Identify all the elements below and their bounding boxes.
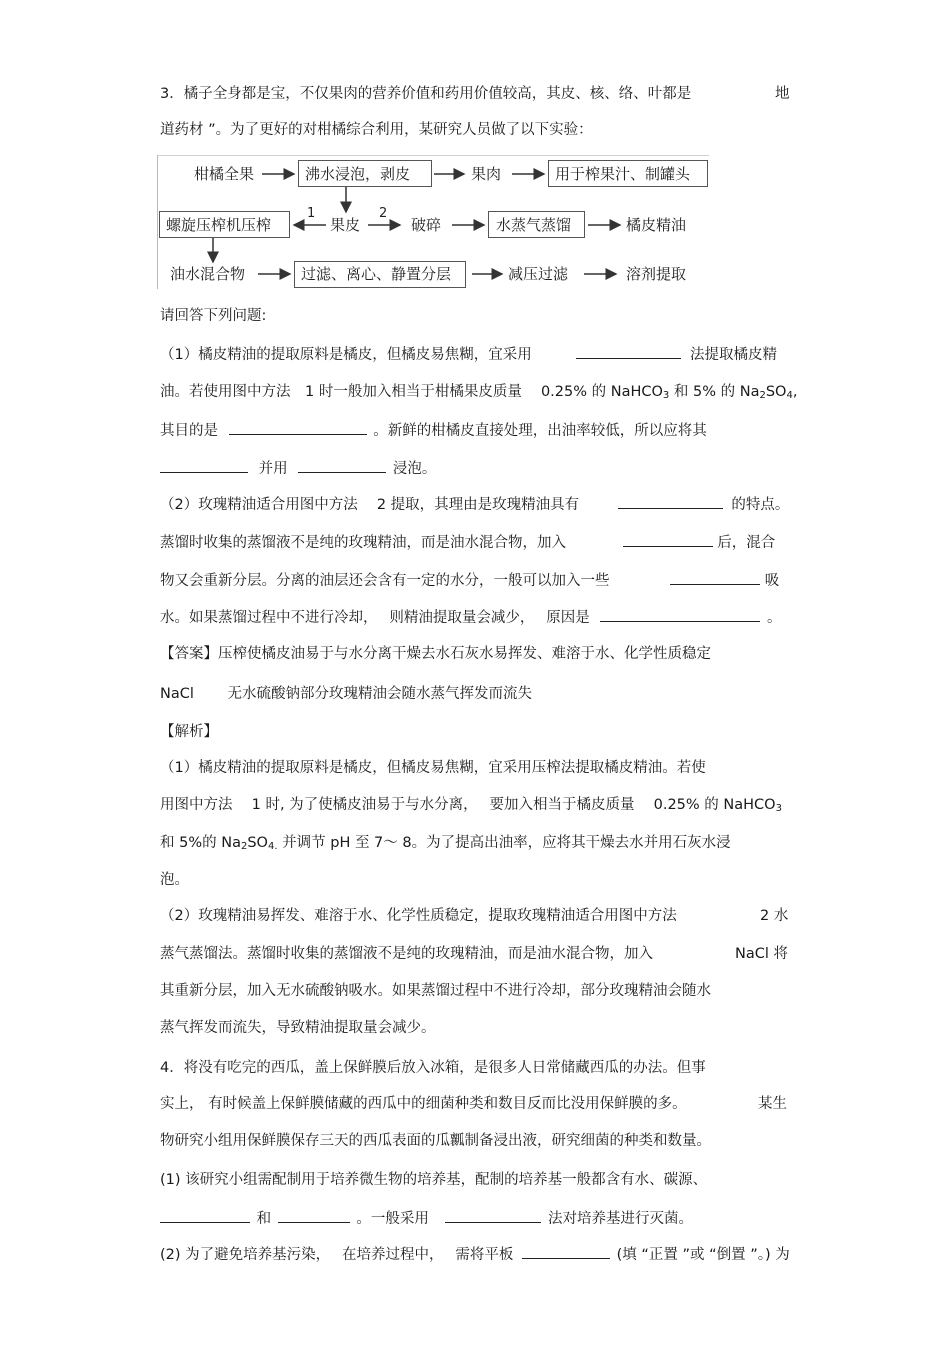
q3-p2-line1 bbox=[160, 494, 789, 515]
analysis-p1-line4: 泡。 bbox=[160, 872, 189, 888]
q4-p2-line1 bbox=[160, 1244, 790, 1265]
q3-intro-line2: 道药材 ”。为了更好的对柑橘综合利用，某研究人员做了以下实验： bbox=[160, 122, 593, 138]
q3-p1-line2-text-a: 油。若使用图中方法 1 时一般加入相当于柑橘果皮质量 0.25% 的 NaHCO bbox=[160, 384, 663, 400]
q3-p2-line4-text: 水。如果蒸馏过程中不进行冷却， 则精油提取量会减少， 原因是 bbox=[160, 610, 590, 626]
node-boil-soak-peel: 沸水浸泡，剥皮 bbox=[305, 165, 411, 183]
node-crush: 破碎 bbox=[411, 216, 442, 234]
q3-p1-line1-text: （1）橘皮精油的提取原料是橘皮，但橘皮易焦糊，宜采用 bbox=[160, 347, 532, 363]
node-pulp: 果肉 bbox=[471, 165, 502, 183]
blank-soak-agent[interactable] bbox=[298, 458, 386, 473]
q3-p2-line4 bbox=[160, 607, 781, 628]
sub-so4-analysis: 4. bbox=[267, 841, 278, 852]
node-steam-distill: 水蒸气蒸馏 bbox=[496, 216, 572, 234]
q3-prompt: 请回答下列问题: bbox=[160, 308, 267, 324]
q3-p1-line1 bbox=[160, 344, 777, 365]
sub-nahco3-analysis: 3 bbox=[775, 803, 782, 814]
node-filter-centrifuge: 过滤、离心、静置分层 bbox=[301, 265, 452, 283]
q3-p2-line2-text: 蒸馏时收集的蒸馏液不是纯的玫瑰精油，而是油水混合物，加入 bbox=[160, 535, 566, 551]
q3-p2-line2-tail: 后，混合 bbox=[717, 535, 776, 551]
q3-p2-line3 bbox=[160, 570, 779, 591]
q3-p1-line2 bbox=[160, 382, 797, 406]
q3-p1-line2-text-b: 和 5% 的 Na bbox=[669, 384, 760, 400]
sub-na2-analysis: 2 bbox=[240, 841, 248, 852]
blank-property[interactable] bbox=[618, 494, 723, 509]
q3-p1-line3-text: 其目的是 bbox=[160, 423, 218, 439]
q4-p1-line2-text-c: 法对培养基进行灭菌。 bbox=[548, 1211, 694, 1227]
q4-line1: 4．将没有吃完的西瓜，盖上保鲜膜后放入冰箱，是很多人日常储藏西瓜的办法。但事 bbox=[160, 1060, 706, 1076]
analysis-title: 【解析】 bbox=[160, 724, 218, 740]
node-peel-oil: 橘皮精油 bbox=[626, 216, 687, 234]
blank-sterilize[interactable] bbox=[445, 1208, 541, 1223]
q4-p2-line1-tail: (填 “正置 ”或 “倒置 ”。) 为 bbox=[616, 1247, 790, 1263]
blank-add-salt[interactable] bbox=[623, 532, 713, 547]
q3-p1-line2-comma: , bbox=[792, 384, 798, 400]
analysis-p2-line1: （2）玫瑰精油易挥发、难溶于水、化学性质稳定，提取玫瑰精油适合用图中方法 bbox=[160, 908, 677, 924]
analysis-p1-line3-text-c: 并调节 pH 至 7～ 8。为了提高出油率，应将其干燥去水并用石灰水浸 bbox=[277, 835, 731, 851]
node-juice-can: 用于榨果汁、制罐头 bbox=[555, 165, 691, 183]
sub-nahco3: 3 bbox=[662, 390, 670, 401]
blank-salts[interactable] bbox=[278, 1208, 350, 1223]
analysis-p1-line1: （1）橘皮精油的提取原料是橘皮，但橘皮易焦糊，宜采用压榨法提取橘皮精油。若使 bbox=[160, 760, 706, 776]
analysis-p2-line2-end: NaCl 将 bbox=[735, 946, 788, 962]
q3-p1-line4-tail: 浸泡。 bbox=[392, 461, 437, 477]
method-label-2: 2 bbox=[379, 206, 388, 221]
sub-na2: 2 bbox=[759, 390, 766, 401]
blank-treatment[interactable] bbox=[160, 458, 248, 473]
blank-plate-orientation[interactable] bbox=[522, 1244, 610, 1259]
q4-p1-line1: (1) 该研究小组需配制用于培养微生物的培养基，配制的培养基一般都含有水、碳源、 bbox=[160, 1172, 708, 1188]
answer-line2: NaCl 无水硫酸钠部分玫瑰精油会随水蒸气挥发而流失 bbox=[160, 686, 532, 702]
node-vacuum-filter: 减压过滤 bbox=[508, 265, 569, 283]
q4-p1-line2 bbox=[160, 1208, 693, 1229]
q3-p2-line2 bbox=[160, 532, 775, 553]
node-oil-water-mixture: 油水混合物 bbox=[170, 265, 246, 283]
q3-p2-line3-text: 物又会重新分层。分离的油层还会含有一定的水分，一般可以加入一些 bbox=[160, 573, 610, 589]
q3-p1-line3-tail: 。新鲜的柑橘皮直接处理，出油率较低，所以应将其 bbox=[373, 423, 707, 439]
analysis-p1-line3-text-a: 和 5%的 Na bbox=[160, 835, 241, 851]
answer-line1: 【答案】压榨使橘皮油易于与水分离干燥去水石灰水易挥发、难溶于水、化学性质稳定 bbox=[160, 646, 711, 662]
blank-method[interactable] bbox=[576, 344, 681, 359]
q4-p1-line2-text-b: 。一般采用 bbox=[356, 1211, 429, 1227]
analysis-p1-line2 bbox=[160, 795, 782, 819]
blank-nitrogen[interactable] bbox=[160, 1208, 250, 1223]
method-label-1: 1 bbox=[307, 206, 316, 221]
analysis-p2-line4: 蒸气挥发而流失，导致精油提取量会减少。 bbox=[160, 1020, 436, 1036]
q3-p2-line1-text: （2）玫瑰精油适合用图中方法 2 提取，其理由是玫瑰精油具有 bbox=[160, 497, 580, 513]
analysis-p2-line3: 其重新分层，加入无水硫酸钠吸水。如果蒸馏过程中不进行冷却，部分玫瑰精油会随水 bbox=[160, 983, 711, 999]
sub-so4: 4 bbox=[786, 390, 793, 401]
q4-line2-end: 某生 bbox=[758, 1096, 787, 1112]
q3-p1-line3 bbox=[160, 420, 707, 441]
node-whole-citrus: 柑橘全果 bbox=[194, 165, 255, 183]
blank-purpose[interactable] bbox=[229, 420, 367, 435]
q3-p2-line1-tail: 的特点。 bbox=[731, 497, 790, 513]
q3-p1-line4 bbox=[160, 458, 436, 479]
q3-p1-line2-text-c: SO bbox=[765, 384, 787, 400]
analysis-p1-line2-text: 用图中方法 1 时, 为了使橘皮油易于与水分离， 要加入相当于橘皮质量 0.25% 的 NaHCO bbox=[160, 797, 776, 813]
q3-p1-line4-text: 并用 bbox=[258, 461, 288, 477]
blank-desiccant[interactable] bbox=[670, 570, 760, 585]
blank-reason[interactable] bbox=[600, 607, 760, 622]
q3-p1-line1-tail: 法提取橘皮精 bbox=[689, 347, 777, 363]
q3-p2-line3-tail: 吸 bbox=[764, 573, 780, 589]
q4-p2-line1-text: (2) 为了避免培养基污染， 在培养过程中， 需将平板 bbox=[160, 1247, 514, 1263]
q4-p1-line2-text-a: 和 bbox=[256, 1211, 272, 1227]
node-solvent-extract: 溶剂提取 bbox=[626, 265, 687, 283]
q3-intro-line1-end: 地 bbox=[775, 86, 790, 102]
q4-line2: 实上， 有时候盖上保鲜膜储藏的西瓜中的细菌种类和数目反而比没用保鲜膜的多。 bbox=[160, 1096, 687, 1112]
node-peel: 果皮 bbox=[330, 216, 361, 234]
analysis-p2-line1-end: 2 水 bbox=[760, 908, 789, 924]
node-screw-press: 螺旋压榨机压榨 bbox=[166, 216, 272, 234]
analysis-p1-line3-text-b: SO bbox=[247, 835, 268, 851]
q3-intro-line1: 3．橘子全身都是宝，不仅果肉的营养价值和药用价值较高，其皮、核、络、叶都是 bbox=[160, 86, 692, 102]
analysis-p2-line2: 蒸气蒸馏法。蒸馏时收集的蒸馏液不是纯的玫瑰精油，而是油水混合物，加入 bbox=[160, 946, 653, 962]
extraction-flow-diagram bbox=[157, 155, 709, 289]
q3-p2-line4-tail: 。 bbox=[766, 610, 782, 626]
q4-line3: 物研究小组用保鲜膜保存三天的西瓜表面的瓜瓤制备浸出液，研究细菌的种类和数量。 bbox=[160, 1133, 711, 1149]
analysis-p1-line3 bbox=[160, 833, 731, 857]
